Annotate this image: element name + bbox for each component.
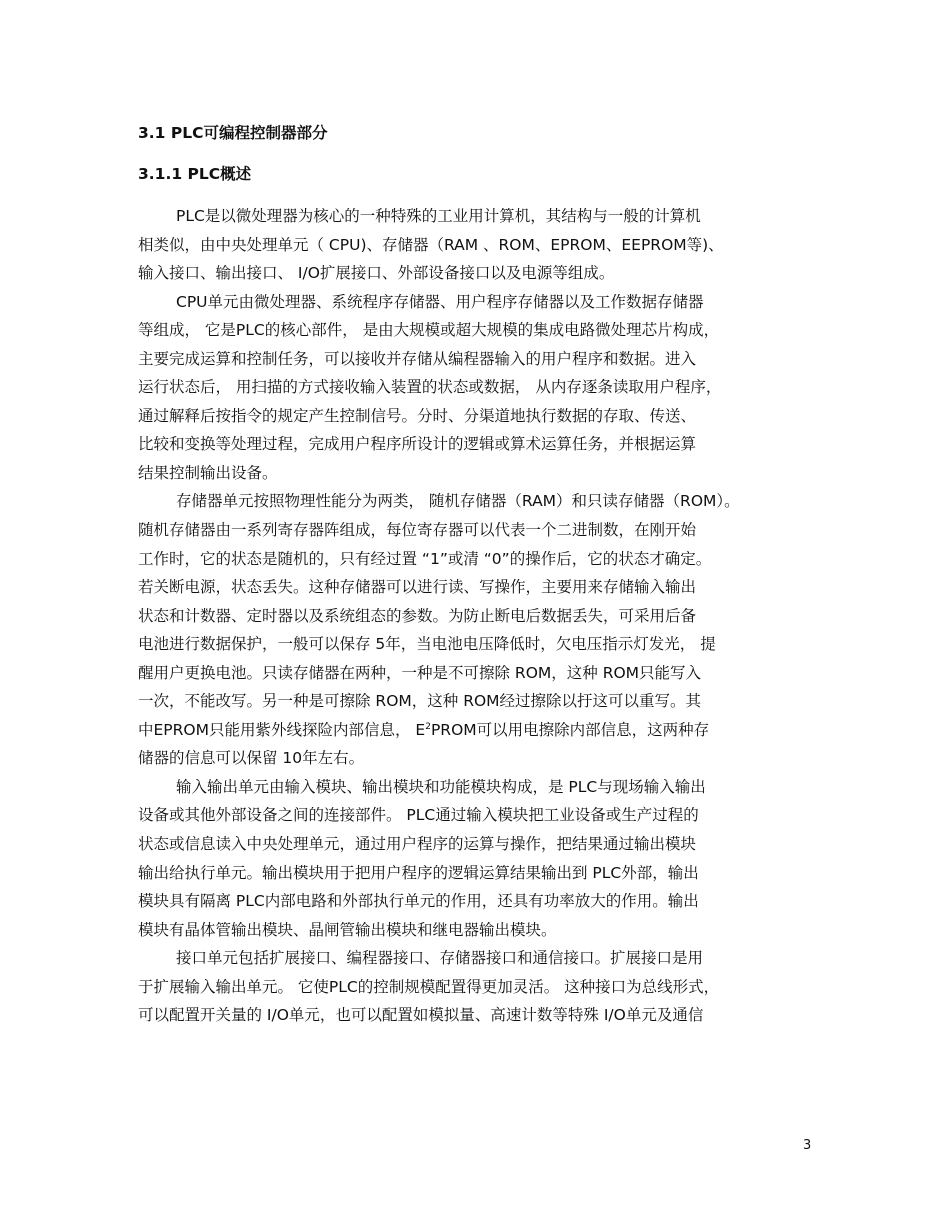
text-line: 工作时，它的状态是随机的，只有经过置 “1”或清 “0”的操作后，它的状态才确定。 bbox=[138, 549, 712, 568]
text-line: 通过解释后按指令的规定产生控制信号。分时、分渠道地执行数据的存取、传送、 bbox=[138, 406, 697, 425]
paragraph-interface-unit bbox=[138, 944, 818, 1030]
text-line: 电池进行数据保护，一般可以保存 5年，当电池电压降低时，欠电压指示灯发光， 提 bbox=[138, 635, 716, 654]
text-line: PLC是以微处理器为核心的一种特殊的工业用计算机，其结构与一般的计算机 bbox=[176, 207, 701, 225]
text-line: 于扩展输入输出单元。 它使PLC的控制规模配置得更加灵活。 这种接口为总线形式， bbox=[138, 977, 720, 996]
paragraph-plc-overview bbox=[138, 202, 818, 288]
paragraph-memory-unit bbox=[138, 487, 818, 772]
text-line bbox=[138, 716, 818, 745]
text-line: 模块有晶体管输出模块、晶闸管输出模块和继电器输出模块。 bbox=[138, 920, 557, 939]
text-line: 可以配置开关量的 I/O单元，也可以配置如模拟量、高速计数等特殊 I/O单元及通信 bbox=[138, 1006, 704, 1025]
text-line: 模块具有隔离 PLC内部电路和外部执行单元的作用，还具有功率放大的作用。输出 bbox=[138, 892, 699, 911]
text-line: 状态和计数器、定时器以及系统组态的参数。为防止断电后数据丢失，可采用后备 bbox=[138, 606, 697, 625]
text-line: 状态或信息读入中央处理单元，通过用户程序的运算与操作，把结果通过输出模块 bbox=[138, 835, 697, 854]
text-line: 输入输出单元由输入模块、输出模块和功能模块构成，是 PLC与现场输入输出 bbox=[176, 777, 706, 796]
text-line: 等组成， 它是PLC的核心部件， 是由大规模或超大规模的集成电路微处理芯片构成， bbox=[138, 321, 720, 340]
body-text bbox=[138, 202, 818, 1030]
text-line: 主要完成运算和控制任务，可以接收并存储从编程器输入的用户程序和数据。进入 bbox=[138, 349, 697, 368]
text-line: 存储器单元按照物理性能分为两类， 随机存储器（RAM）和只读存储器（ROM）。 bbox=[176, 492, 740, 511]
text-line: 设备或其他外部设备之间的连接部件。 PLC通过输入模块把工业设备或生产过程的 bbox=[138, 806, 699, 825]
text-line-part: PROM可以用电擦除内部信息，这两种存 bbox=[430, 720, 710, 739]
text-line: 随机存储器由一系列寄存器阵组成，每位寄存器可以代表一个二进制数，在刚开始 bbox=[138, 521, 697, 540]
text-line: 相类似，由中央处理单元（ CPU)、存储器（RAM 、ROM、EPROM、EEPROM等)、 bbox=[138, 235, 724, 254]
paragraph-io-unit bbox=[138, 773, 818, 944]
page-number: 3 bbox=[803, 1138, 812, 1153]
text-line-part: 中EPROM只能用紫外线探险内部信息， E bbox=[138, 720, 426, 739]
text-line: 运行状态后， 用扫描的方式接收输入装置的状态或数据， 从内存逐条读取用户程序， bbox=[138, 378, 722, 397]
superscript: 2 bbox=[425, 721, 431, 732]
subsection-heading: 3.1.1 PLC概述 bbox=[138, 165, 252, 183]
text-line: 接口单元包括扩展接口、编程器接口、存储器接口和通信接口。扩展接口是用 bbox=[176, 949, 704, 968]
text-line: 结果控制输出设备。 bbox=[138, 463, 278, 482]
text-line: 比较和变换等处理过程，完成用户程序所设计的逻辑或算术运算任务，并根据运算 bbox=[138, 435, 697, 454]
text-line: 若关断电源，状态丢失。这种存储器可以进行读、写操作，主要用来存储输入输出 bbox=[138, 578, 697, 597]
text-line: 输出给执行单元。输出模块用于把用户程序的逻辑运算结果输出到 PLC外部，输出 bbox=[138, 863, 699, 882]
text-line: 一次，不能改写。另一种是可擦除 ROM，这种 ROM经过擦除以扜这可以重写。其 bbox=[138, 692, 702, 711]
section-heading: 3.1 PLC可编程控制器部分 bbox=[138, 124, 328, 142]
paragraph-cpu-unit bbox=[138, 288, 818, 488]
text-line: 醒用户更换电池。只读存储器在两种，一种是不可擦除 ROM，这种 ROM只能写入 bbox=[138, 663, 702, 682]
text-line: CPU单元由微处理器、系统程序存储器、用户程序存储器以及工作数据存储器 bbox=[176, 292, 704, 311]
text-line: 输入接口、输出接口、 I/O扩展接口、外部设备接口以及电源等组成。 bbox=[138, 264, 615, 283]
text-line: 储器的信息可以保留 10年左右。 bbox=[138, 749, 365, 768]
